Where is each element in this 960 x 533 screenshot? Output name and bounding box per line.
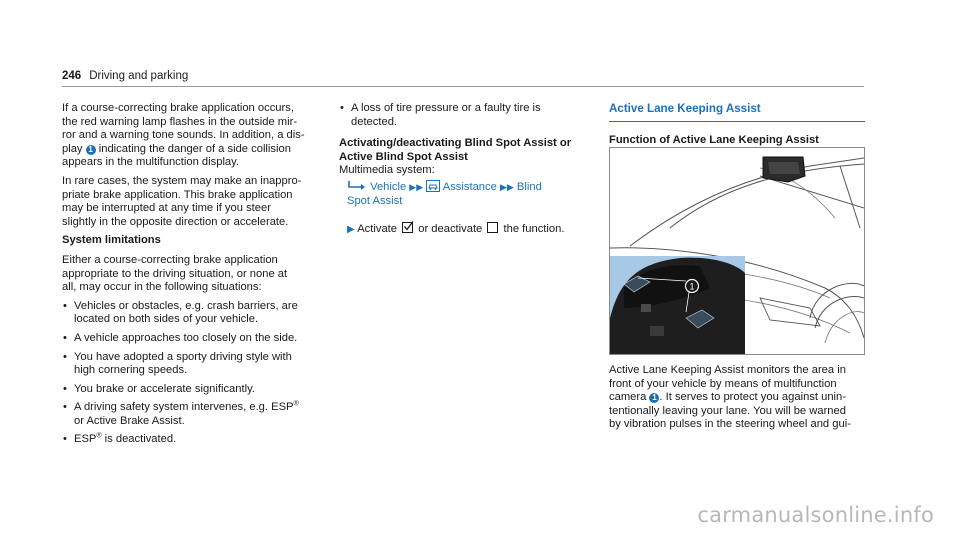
list-item — [62, 383, 326, 397]
paragraph-inappropriate-brake — [62, 175, 326, 229]
page-number: 246 — [62, 70, 82, 82]
text-line: Active Blind Spot Assist — [339, 150, 468, 163]
list-item — [62, 332, 326, 346]
menu-path — [339, 180, 589, 208]
column-right — [609, 102, 865, 153]
text-line: may be interrupted at any time if you steer — [62, 202, 271, 215]
bullet-icon: • — [63, 331, 67, 344]
activation-heading — [339, 137, 589, 164]
system-limitations-heading: System limitations — [62, 234, 161, 247]
section-title: Active Lane Keeping Assist — [609, 102, 761, 115]
registered-mark: ® — [96, 432, 102, 440]
lane-assist-description — [609, 364, 865, 432]
text-line: In rare cases, the system may make an inappro- — [62, 174, 302, 187]
bullet-icon: • — [63, 401, 67, 414]
text-line: is deactivated. — [104, 433, 177, 446]
multimedia-label: Multimedia system: — [339, 164, 435, 177]
text-line: Activate — [357, 223, 397, 236]
menu-assistance-link[interactable]: Assistance — [442, 180, 497, 193]
text-line: You brake or accelerate significantly. — [74, 382, 255, 395]
text-line: A vehicle approaches too closely on the side. — [74, 331, 298, 344]
text-line: A driving safety system intervenes, e.g. ESP — [74, 401, 294, 414]
activation-instruction — [339, 222, 589, 237]
registered-mark: ® — [293, 400, 299, 408]
list-item — [62, 401, 326, 428]
car-illustration-svg — [610, 148, 864, 354]
text-line: the red warning lamp flashes in the outside mir- — [62, 115, 298, 128]
bullet-icon: • — [63, 433, 67, 446]
text-line: camera — [609, 391, 647, 404]
checked-box-icon — [402, 222, 413, 233]
text-line: ror and a warning tone sounds. In addition, a dis- — [62, 129, 305, 142]
limitations-list — [62, 300, 326, 447]
text-line: Vehicles or obstacles, e.g. crash barriers, are — [74, 299, 298, 312]
list-item — [62, 433, 326, 447]
text-line: high cornering speeds. — [74, 364, 188, 377]
bullet-icon: • — [63, 299, 67, 312]
action-arrow-icon: ▶ — [347, 224, 355, 236]
header-divider — [62, 86, 864, 87]
page-header — [62, 70, 188, 84]
text-line: tentionally leaving your lane. You will be warned — [609, 404, 846, 417]
paragraph-limitations — [62, 254, 326, 295]
text-line: detected. — [351, 115, 398, 128]
text-line: ESP — [74, 433, 97, 446]
unchecked-box-icon — [487, 222, 498, 233]
text-line: appears in the multifunction display. — [62, 156, 240, 169]
function-subtitle: Function of Active Lane Keeping Assist — [609, 133, 819, 146]
bullet-icon: • — [340, 102, 344, 114]
text-line: or Active Brake Assist. — [74, 414, 185, 427]
text-line: Active Lane Keeping Assist monitors the area in — [609, 364, 846, 376]
text-line: indicating the danger of a side collision — [98, 142, 291, 155]
bullet-icon: • — [63, 382, 67, 395]
text-line: . It serves to protect you against unin- — [659, 391, 846, 404]
text-line: If a course-correcting brake application occurs, — [62, 102, 294, 114]
text-line: play — [62, 142, 83, 155]
menu-blind-spot-link-cont[interactable]: Spot Assist — [347, 194, 403, 207]
text-line: priate brake application. This brake application — [62, 188, 293, 201]
text-line: or deactivate — [418, 223, 483, 236]
car-assist-icon — [426, 181, 443, 193]
bullet-icon: • — [63, 350, 67, 363]
path-separator-icon: ▶▶ — [409, 181, 424, 192]
callout-1-icon: 1 — [86, 145, 96, 155]
text-line: slightly in the opposite direction or accelerate. — [62, 215, 289, 228]
list-item — [62, 351, 326, 378]
text-line: You have adopted a sporty driving style with — [74, 350, 292, 363]
text-line: by vibration pulses in the steering wheel and gui- — [609, 418, 851, 431]
column-middle — [339, 102, 589, 242]
car-camera-illustration — [609, 147, 865, 355]
menu-blind-spot-link[interactable]: Blind — [516, 180, 542, 193]
text-line: Activating/deactivating Blind Spot Assist or — [339, 137, 572, 150]
menu-vehicle-link[interactable]: Vehicle — [370, 180, 407, 193]
return-arrow-icon — [347, 181, 370, 193]
path-separator-icon: ▶▶ — [499, 181, 514, 192]
callout-1-icon: 1 — [649, 393, 659, 403]
text-line: located on both sides of your vehicle. — [74, 313, 259, 326]
text-line: appropriate to the driving situation, or none at — [62, 267, 288, 280]
watermark: carmanualsonline.info — [697, 503, 934, 528]
section-divider — [609, 121, 865, 122]
text-line: A loss of tire pressure or a faulty tire is — [351, 102, 541, 114]
chapter-title: Driving and parking — [89, 70, 189, 82]
column-left — [62, 102, 326, 452]
text-line: all, may occur in the following situations: — [62, 281, 262, 294]
text-line: front of your vehicle by means of multifunction — [609, 377, 837, 390]
text-line: Either a course-correcting brake application — [62, 253, 278, 266]
limitations-list-continued — [339, 102, 589, 129]
list-item — [62, 300, 326, 327]
text-line: the function. — [503, 223, 565, 236]
list-item — [339, 102, 589, 129]
paragraph-brake-warning — [62, 102, 326, 170]
callout-label: 1 — [689, 281, 695, 292]
